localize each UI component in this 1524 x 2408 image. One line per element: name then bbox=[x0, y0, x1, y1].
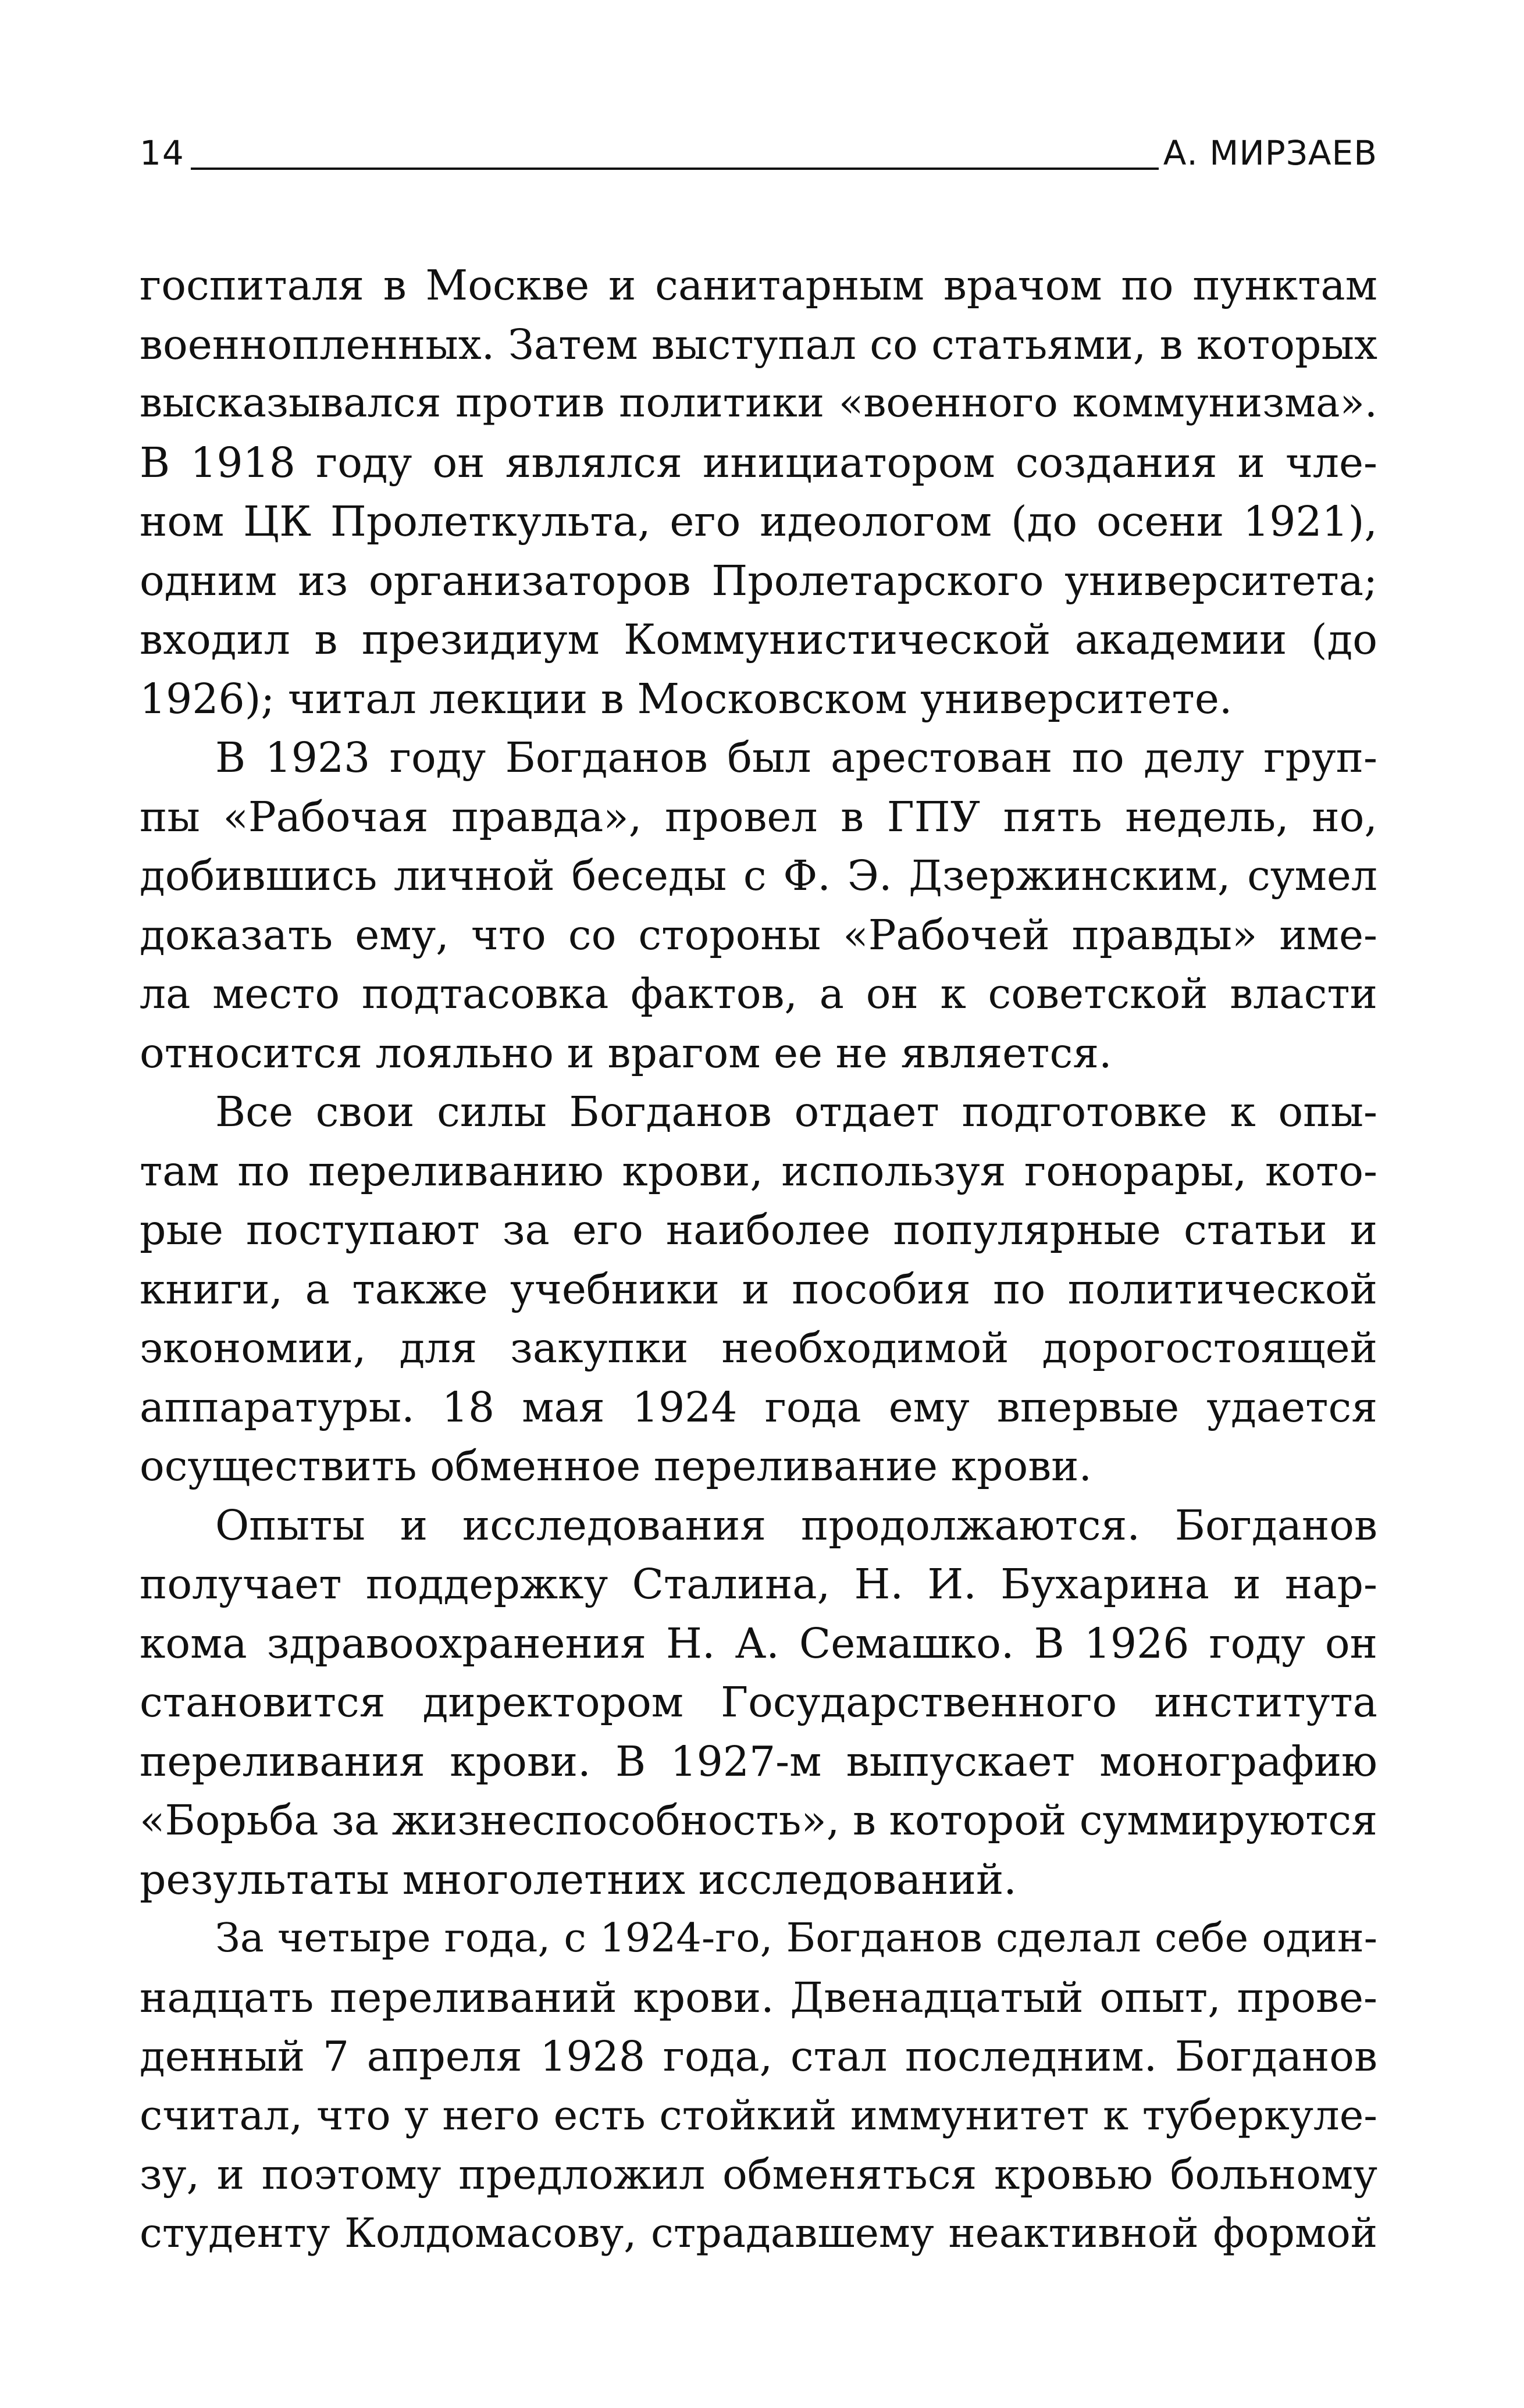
paragraph bbox=[140, 728, 1377, 1082]
text-line: экономии, для закупки необходимой дорогостоящей bbox=[140, 1324, 1377, 1372]
text-line: госпиталя в Москве и санитарным врачом по пунктам bbox=[140, 261, 1377, 309]
text-line: считал, что у него есть стойкий иммунитет к туберкуле- bbox=[140, 2091, 1377, 2139]
text-line: доказать ему, что со стороны «Рабочей правды» име- bbox=[140, 910, 1377, 959]
running-header bbox=[140, 133, 1377, 173]
text-line: кома здравоохранения Н. А. Семашко. В 1926 году он bbox=[140, 1619, 1377, 1668]
text-line: За четыре года, с 1924-го, Богданов сделал себе один- bbox=[215, 1915, 1377, 1961]
text-line: переливания крови. В 1927-м выпускает монографию bbox=[140, 1737, 1377, 1786]
text-line: пы «Рабочая правда», провел в ГПУ пять недель, но, bbox=[140, 792, 1377, 841]
text-line: одним из организаторов Пролетарского университета; bbox=[140, 556, 1377, 605]
running-author: А. МИРЗАЕВ bbox=[1163, 133, 1377, 173]
header-rule bbox=[191, 168, 1159, 170]
paragraph bbox=[140, 256, 1377, 728]
paragraph bbox=[140, 1909, 1377, 2263]
text-line: становится директором Государственного института bbox=[140, 1678, 1377, 1726]
text-line: аппаратуры. 18 мая 1924 года ему впервые удается bbox=[140, 1383, 1377, 1431]
paragraph bbox=[140, 1082, 1377, 1496]
text-line: надцать переливаний крови. Двенадцатый опыт, прове- bbox=[140, 1973, 1377, 2022]
text-line: ном ЦК Пролеткульта, его идеологом (до осени 1921), bbox=[140, 497, 1377, 546]
text-line: книги, а также учебники и пособия по политической bbox=[140, 1264, 1377, 1313]
text-line: «Борьба за жизнеспособность», в которой суммируются bbox=[140, 1796, 1377, 1844]
text-line: там по переливанию крови, используя гонорары, кото- bbox=[140, 1146, 1377, 1195]
text-line: зу, и поэтому предложил обменяться кровью больному bbox=[140, 2150, 1377, 2199]
body-text bbox=[140, 256, 1377, 2263]
text-line: добившись личной беседы с Ф. Э. Дзержинским, сумел bbox=[140, 852, 1377, 900]
text-line: 1926); читал лекции в Московском университете. bbox=[140, 674, 1233, 723]
text-line: студенту Колдомасову, страдавшему неактивной формой bbox=[140, 2210, 1377, 2257]
text-line: денный 7 апреля 1928 года, стал последним. Богданов bbox=[140, 2032, 1377, 2081]
text-line: ла место подтасовка фактов, а он к советской власти bbox=[140, 970, 1377, 1018]
text-line: военнопленных. Затем выступал со статьями, в которых bbox=[140, 320, 1377, 369]
text-line: относится лояльно и врагом ее не является. bbox=[140, 1028, 1112, 1077]
text-line: входил в президиум Коммунистической академии (до bbox=[140, 615, 1377, 664]
text-line: Опыты и исследования продолжаются. Богданов bbox=[215, 1501, 1377, 1549]
text-line: получает поддержку Сталина, Н. И. Бухарина и нар- bbox=[140, 1560, 1377, 1608]
text-line: В 1918 году он являлся инициатором создания и чле- bbox=[140, 438, 1377, 487]
text-line: Все свои силы Богданов отдает подготовке к опы- bbox=[215, 1088, 1377, 1136]
text-line: рые поступают за его наиболее популярные статьи и bbox=[140, 1206, 1377, 1254]
paragraph bbox=[140, 1496, 1377, 1910]
text-line: В 1923 году Богданов был арестован по делу груп- bbox=[215, 733, 1377, 782]
text-line: результаты многолетних исследований. bbox=[140, 1855, 1017, 1904]
text-line: высказывался против политики «военного коммунизма». bbox=[140, 380, 1377, 426]
text-line: осуществить обменное переливание крови. bbox=[140, 1442, 1092, 1490]
page-number: 14 bbox=[140, 133, 185, 173]
